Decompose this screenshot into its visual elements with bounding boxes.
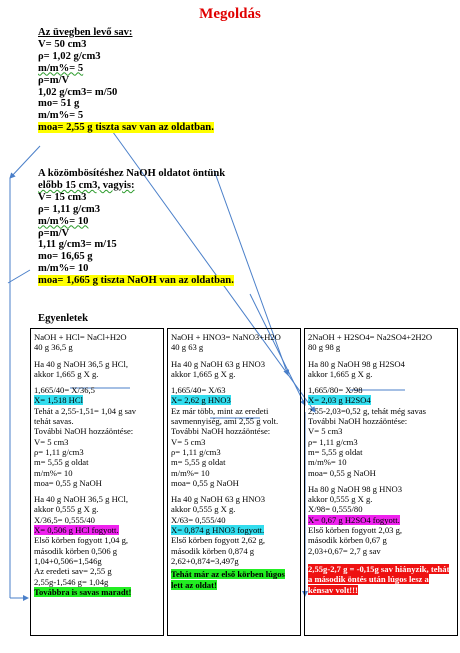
box1-line: 2,55g-1,546 g= 1,04g	[34, 576, 109, 587]
acid-line: ρ= 1,02 g/cm3	[38, 50, 101, 62]
box2-line: X/63= 0,555/40	[171, 514, 226, 525]
acid-heading: Az üvegben levő sav:	[38, 27, 133, 38]
box2-line: 40 g 63 g	[171, 342, 204, 353]
acid-line: mo= 51 g	[38, 98, 80, 110]
box1-line: 1,665/40= X/36,5	[34, 385, 95, 396]
box1-line: További NaOH hozzáöntése:	[34, 426, 134, 437]
arrow-naoh-to-left	[8, 270, 30, 283]
box2-line: Ez már több, mint az eredeti	[171, 405, 269, 416]
box1-line: m= 5,55 g oldat	[34, 457, 89, 468]
box2-result-consumed: X= 0,874 g HNO3 fogyott.	[171, 525, 265, 536]
box3-line: m/m%= 10	[308, 457, 347, 468]
box1-line: m/m%= 10	[34, 467, 73, 478]
box2-result-hno3: X= 2,62 g HNO3	[171, 395, 231, 406]
naoh-line: m/m%= 10	[38, 215, 89, 227]
box2-line: További NaOH hozzáöntése:	[171, 426, 271, 437]
naoh-section	[38, 168, 234, 287]
acid-section	[38, 27, 214, 134]
h2so4-equation-box	[304, 328, 458, 636]
box1-line: moa= 0,55 g NaOH	[34, 477, 102, 488]
acid-line: m/m%= 5	[38, 62, 84, 74]
box2-line: V= 5 cm3	[171, 436, 206, 447]
naoh-subheading: előbb 15 cm3, vagyis:	[38, 179, 135, 191]
box1-line: V= 5 cm3	[34, 436, 69, 447]
box3-line: akkor 0,555 g X g.	[308, 494, 373, 505]
box1-result-hcl: X= 1,518 HCl	[34, 395, 84, 406]
box3-line: Első körben fogyott 2,03 g,	[308, 525, 403, 536]
arrow-acid-to-left	[10, 146, 40, 178]
equations-heading: Egyenletek	[38, 313, 89, 324]
box2-line: 1,665/40= X/63	[171, 385, 226, 396]
acid-line: m/m%= 5	[38, 110, 84, 122]
box1-result-consumed: X= 0,506 g HCl fogyott.	[34, 525, 119, 536]
box2-line: m/m%= 10	[171, 467, 210, 478]
box1-line: X/36,5= 0,555/40	[34, 514, 95, 525]
box3-line: 80 g 98 g	[308, 342, 341, 353]
naoh-line: V= 15 cm3	[38, 191, 87, 203]
box1-line: Tehát a 2,55-1,51= 1,04 g sav	[34, 405, 137, 416]
naoh-heading: A közömbösítéshez NaOH oldatot öntünk	[38, 168, 226, 179]
box2-line: akkor 0,555 g X g.	[171, 504, 236, 515]
box1-line: Ha 40 g NaOH 36,5 g HCl,	[34, 358, 129, 369]
page-title: Megoldás	[199, 6, 261, 22]
box2-line: ρ= 1,11 g/cm3	[171, 446, 221, 457]
box3-line: X/98= 0,555/80	[308, 504, 363, 515]
box2-line: Első körben fogyott 2,62 g,	[171, 535, 266, 546]
box1-line: második körben 0,506 g	[34, 545, 118, 556]
box3-result-consumed: X= 0,67 g H2SO4 fogyott.	[308, 514, 400, 525]
box1-line: Ha 40 g NaOH 36,5 g HCl,	[34, 494, 129, 505]
box3-line: 2,55-2,03=0,52 g, tehát még savas	[308, 405, 426, 416]
box3-line: 1,665/80= X/98	[308, 385, 363, 396]
box2-line: NaOH + HNO3= NaNO3+H2O	[171, 332, 281, 342]
box1-line: akkor 1,665 g X g.	[34, 368, 99, 379]
box3-conclusion: 2,55g-2,7 g = -0,15g sav hiányzik, tehát a második öntés után lúgos lesz a kénsav volt!!!	[308, 563, 450, 595]
box1-line: Első körben fogyott 1,04 g,	[34, 535, 129, 546]
box3-line: m= 5,55 g oldat	[308, 446, 363, 457]
naoh-line: m/m%= 10	[38, 263, 89, 275]
box3-line: Ha 80 g NaOH 98 g HNO3	[308, 483, 403, 494]
box3-line: ρ= 1,11 g/cm3	[308, 436, 358, 447]
box1-line: NaOH + HCl= NaCl+H2O	[34, 332, 127, 342]
box1-line: ρ= 1,11 g/cm3	[34, 446, 84, 457]
box2-line: moa= 0,55 g NaOH	[171, 477, 239, 488]
box1-line: Az eredeti sav= 2,55 g	[34, 566, 112, 577]
box3-line: moa= 0,55 g NaOH	[308, 467, 376, 478]
acid-line: ρ=m/V	[38, 74, 70, 86]
box3-line: második körben 0,67 g	[308, 535, 387, 546]
box2-line: akkor 1,665 g X g.	[171, 368, 236, 379]
box2-line: savmennyiség, ami 2,55 g volt.	[171, 416, 279, 427]
box2-line: Ha 40 g NaOH 63 g HNO3	[171, 358, 266, 369]
box3-line: 2,03+0,67= 2,7 g sav	[308, 545, 381, 556]
box3-line: V= 5 cm3	[308, 426, 343, 437]
box1-line: akkor 0,555 g X g.	[34, 504, 99, 515]
naoh-line: mo= 16,65 g	[38, 251, 93, 263]
box2-line: m= 5,55 g oldat	[171, 457, 226, 468]
hno3-equation-box	[167, 328, 301, 636]
box2-line: 2,62+0,874=3,497g	[171, 555, 239, 566]
box1-line: tehát savas.	[34, 416, 74, 427]
naoh-line: 1,11 g/cm3= m/15	[38, 239, 117, 251]
box3-line: Ha 80 g NaOH 98 g H2SO4	[308, 358, 405, 369]
box1-line: 40 g 36,5 g	[34, 342, 73, 353]
acid-line: V= 50 cm3	[38, 38, 87, 50]
box2-line: Ha 40 g NaOH 63 g HNO3	[171, 494, 266, 505]
box3-line: 2NaOH + H2SO4= Na2SO4+2H2O	[308, 332, 433, 342]
acid-line: 1,02 g/cm3= m/50	[38, 86, 118, 98]
naoh-line: ρ=m/V	[38, 227, 70, 239]
box2-conclusion: Tehát már az első körben lúgos lett az oldat!	[171, 569, 285, 590]
hcl-equation-box	[30, 328, 164, 636]
acid-result: moa= 2,55 g tiszta sav van az oldatban.	[38, 122, 214, 134]
box3-line: További NaOH hozzáöntése:	[308, 416, 408, 427]
naoh-result: moa= 1,665 g tiszta NaOH van az oldatban.	[38, 275, 234, 287]
box1-conclusion: Továbbra is savas maradt!	[34, 586, 132, 597]
box2-line: második körben 0,874 g	[171, 545, 255, 556]
naoh-line: ρ= 1,11 g/cm3	[38, 203, 101, 215]
box1-line: 1,04+0,506=1,546g	[34, 555, 102, 566]
box3-result-h2so4: X= 2,03 g H2SO4	[308, 395, 371, 406]
box3-line: akkor 1,665 g X g.	[308, 368, 373, 379]
